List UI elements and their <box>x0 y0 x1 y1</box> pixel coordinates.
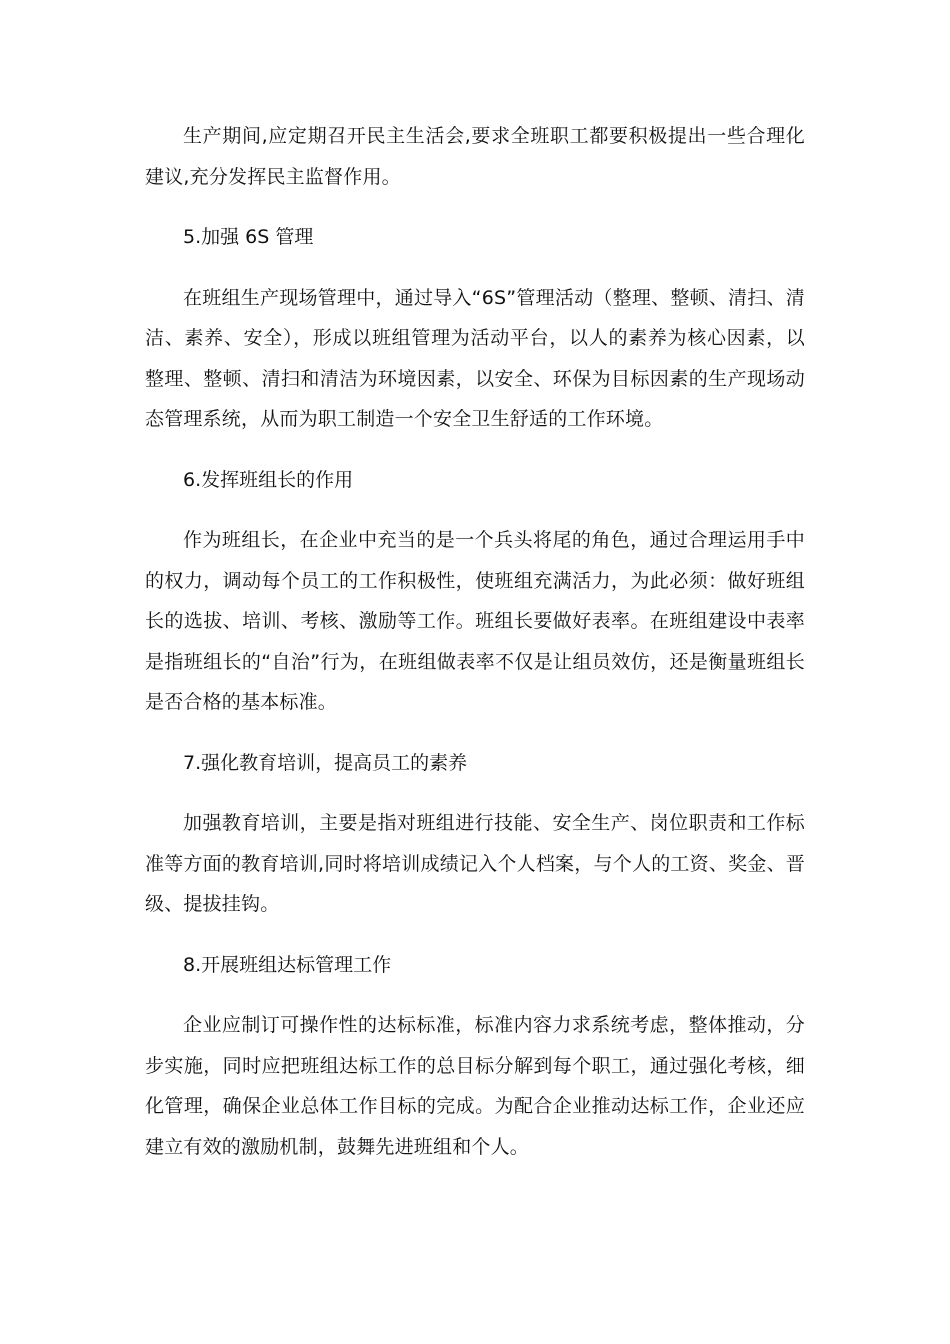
paragraph-intro: 生产期间,应定期召开民主生活会,要求全班职工都要积极提出一些合理化建议,充分发挥民主监督作用。 <box>145 125 805 188</box>
spacer <box>145 723 805 743</box>
heading-section-8: 8.开展班组达标管理工作 <box>183 953 392 976</box>
spacer <box>145 985 805 1005</box>
spacer <box>145 500 805 520</box>
paragraph-section-6: 作为班组长，在企业中充当的是一个兵头将尾的角色，通过合理运用手中的权力，调动每个员工的工作积极性，使班组充满活力，为此必须：做好班组长的选拔、培训、考核、激励等工作。班组长要做好表率。在班组建设中表率是指班组长的“自治”行为，在班组做表率不仅是让组员效仿，还是衡量班组长是否合格的基本标准。 <box>145 529 805 713</box>
paragraph-section-8: 企业应制订可操作性的达标标准，标准内容力求系统考虑，整体推动，分步实施，同时应把班组达标工作的总目标分解到每个职工，通过强化考核，细化管理，确保企业总体工作目标的完成。为配合企业推动达标工作，企业还应建立有效的激励机制，鼓舞先进班组和个人。 <box>145 1014 805 1158</box>
paragraph-section-5: 在班组生产现场管理中，通过导入“6S”管理活动（整理、整顿、清扫、清洁、素养、安全），形成以班组管理为活动平台，以人的素养为核心因素，以整理、整顿、清扫和清洁为环境因素，以安全、环保为目标因素的生产现场动态管理系统，从而为职工制造一个安全卫生舒适的工作环境。 <box>145 286 805 430</box>
heading-section-7: 7.强化教育培训，提高员工的素养 <box>183 751 468 774</box>
heading-section-6: 6.发挥班组长的作用 <box>183 468 354 491</box>
spacer <box>145 783 805 803</box>
spacer <box>145 197 805 217</box>
document-body <box>145 116 805 1167</box>
heading-section-5: 5.加强 6S 管理 <box>183 226 314 248</box>
paragraph-section-7: 加强教育培训，主要是指对班组进行技能、安全生产、岗位职责和工作标准等方面的教育培训,同时将培训成绩记入个人档案，与个人的工资、奖金、晋级、提拔挂钩。 <box>145 812 805 915</box>
spacer <box>145 440 805 460</box>
spacer <box>145 258 805 278</box>
spacer <box>145 925 805 945</box>
